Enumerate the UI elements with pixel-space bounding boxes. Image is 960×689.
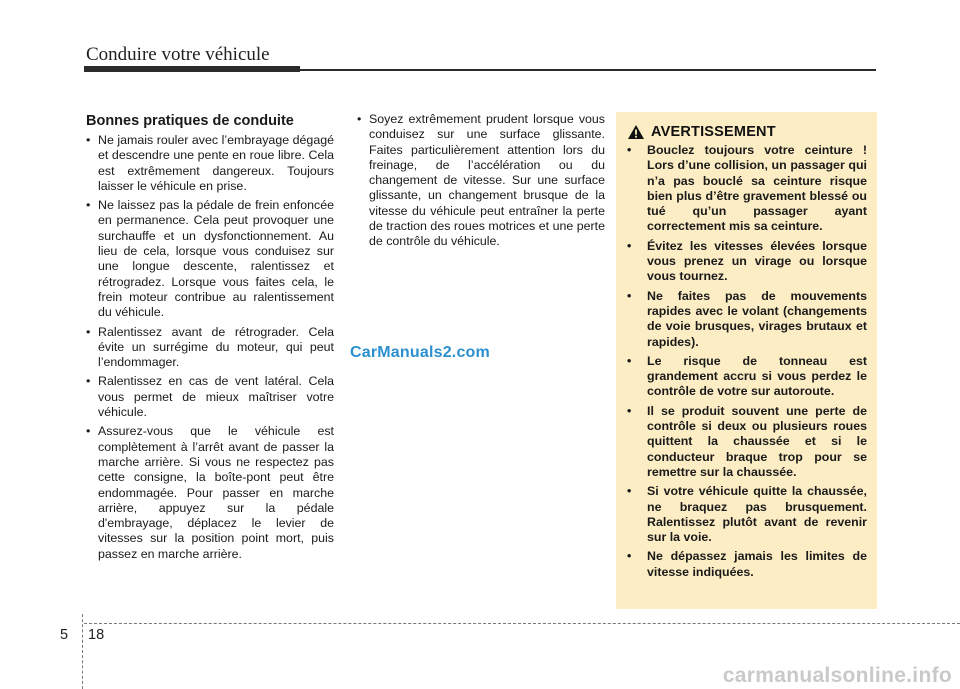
footer-vertical-divider [82,614,83,689]
driving-tips-list-continued [357,112,605,250]
header-rule-thin [300,69,876,71]
tip-item: • Ne jamais rouler avec l’embrayage dégagé et descendre une pente en roue libre. Cela est extrêmement dangereux. Toujours laisser le véhicule en prise. [86,133,334,194]
section-heading: Bonnes pratiques de conduite [86,113,294,129]
warning-box [616,112,877,609]
content-column-1 [86,112,334,566]
site-watermark: carmanualsonline.info [722,664,952,687]
driving-tips-list [86,133,334,562]
tip-item: • Ne laissez pas la pédale de frein enfoncée en permanence. Cela peut provoquer une surchauffe et un dysfonctionnement. Au lieu de cela, lorsque vous conduisez sur une longue descente, ralentissez et rétrogradez. Lorsque vous faites cela, le frein moteur contribue au ralentissement du véhicule. [86,198,334,320]
warning-title: AVERTISSEMENT [651,124,776,140]
warning-item: • Ne faites pas de mouvements rapides avec le volant (changements de voie brusques, virages brutaux et rapides). [627,289,867,350]
tip-item: • Soyez extrêmement prudent lorsque vous conduisez sur une surface glissante. Faites particulièrement attention lors du freinage, de l’accélération ou du changement de vitesse. Sur une surface glissante, un changement brusque de la vitesse du véhicule peut entraîner la perte de traction des roues motrices et une perte de contrôle du véhicule. [357,112,605,250]
warning-triangle-icon [627,124,645,140]
section-number: 5 [60,627,69,643]
page-number: 18 [88,627,105,643]
watermark-carmanuals: CarManuals2.com [350,344,490,361]
footer-divider [84,623,960,624]
tip-item: • Assurez-vous que le véhicule est complètement à l’arrêt avant de passer la marche arrière. Si vous ne respectez pas cette consigne, la boîte-pont peut être endommagée. Pour passer en marche arrière, appuyez sur la pédale d'embrayage, déplacez le levier de vitesses sur la position point mort, puis passez en marche arrière. [86,424,334,562]
warning-item: • Il se produit souvent une perte de contrôle si deux ou plusieurs roues quittent la chaussée et si le conducteur braque trop pour se remettre sur la chaussée. [627,404,867,480]
page-header-title: Conduire votre véhicule [86,44,270,65]
warning-item: • Évitez les vitesses élevées lorsque vous prenez un virage ou lorsque vous tournez. [627,239,867,285]
warning-item: • Bouclez toujours votre ceinture ! Lors d’une collision, un passager qui n’a pas bouclé sa ceinture risque bien plus d’être gravement blessé ou tué qu’un passager ayant correctement mis sa ceinture. [627,143,867,235]
header-rule-thick [84,66,300,72]
tip-item: • Ralentissez avant de rétrograder. Cela évite un surrégime du moteur, qui peut l’endommager. [86,325,334,371]
warning-item: • Le risque de tonneau est grandement accru si vous perdez le contrôle de votre sur autoroute. [627,354,867,400]
content-column-2 [357,112,605,254]
tip-item: • Ralentissez en cas de vent latéral. Cela vous permet de mieux maîtriser votre véhicule. [86,374,334,420]
warning-header [627,124,867,140]
warning-item: • Ne dépassez jamais les limites de vitesse indiquées. [627,549,867,580]
warning-list [627,143,867,580]
warning-item: • Si votre véhicule quitte la chaussée, ne braquez pas brusquement. Ralentissez plutôt avant de revenir sur la voie. [627,484,867,545]
